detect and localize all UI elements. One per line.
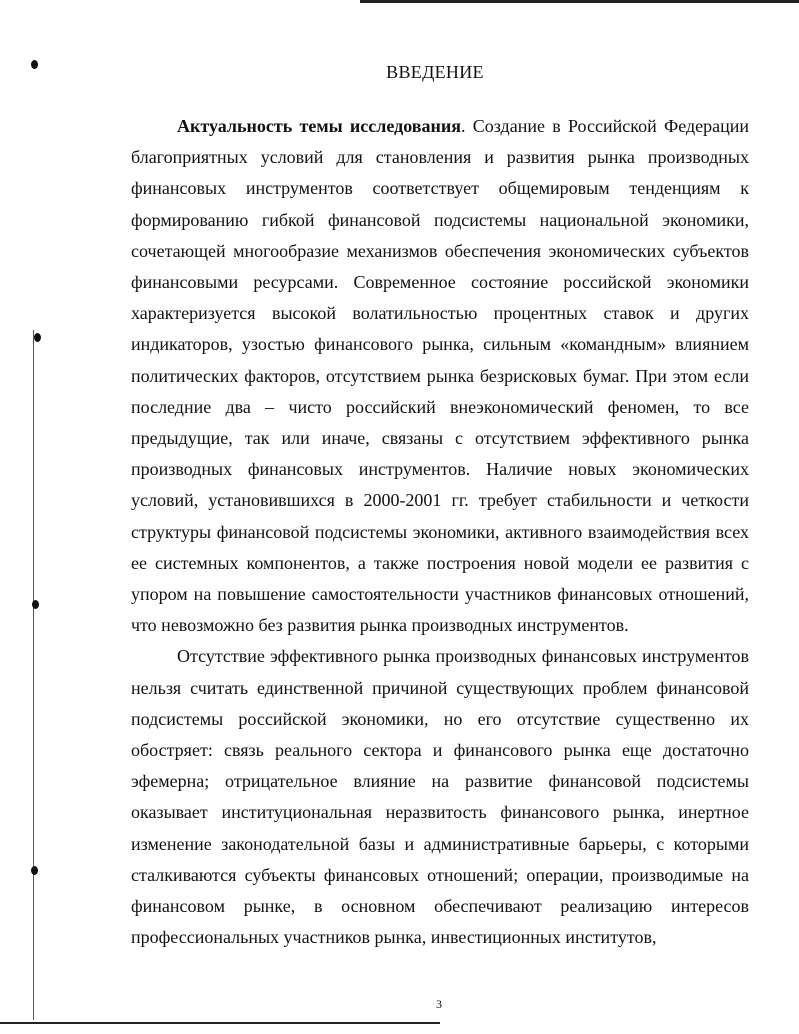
binding-hole-icon (34, 333, 41, 342)
body-text (131, 111, 749, 953)
scan-top-rule (360, 0, 799, 3)
paragraph-1-lead: Актуальность темы исследования (177, 116, 461, 136)
page-number: 3 (436, 997, 442, 1011)
binding-hole-icon (31, 866, 38, 875)
paragraph-1 (131, 111, 749, 641)
paragraph-1-text: . Создание в Российской Федерации благоприятных условий для становления и развития рынка производных финансовых инструментов соответствует общемировым тенденциям к формированию гибкой финансовой подсистемы национальной экономики, сочетающей многообразие механизмов обеспечения экономических субъектов финансовыми ресурсами. Современное состояние российской экономики характеризуется высокой волатильностью процентных ставок и других индикаторов, узостью финансового рынка, сильным «командным» влиянием политических факторов, отсутствием рынка безрисковых бумаг. При этом если последние два – чисто российский внеэкономический феномен, то все предыдущие, так или иначе, связаны с отсутствием эффективного рынка производных финансовых инструментов. Наличие новых экономических условий, установившихся в 2000-2001 гг. требует стабильности и четкости структуры финансовой подсистемы экономики, активного взаимодействия всех ее системных компонентов, а также построения новой модели ее развития с упором на повышение самостоятельности участников финансовых отношений, что невозможно без развития рынка производных инструментов. (131, 116, 749, 636)
paragraph-2: Отсутствие эффективного рынка производных финансовых инструментов нельзя считать единственной причиной существующих проблем финансовой подсистемы российской экономики, но его отсутствие существенно их обостряет: связь реального сектора и финансового рынка еще достаточно эфемерна; отрицательное влияние на развитие финансовой подсистемы оказывает институциональная неразвитость финансового рынка, инертное изменение законодательной базы и административные барьеры, с которыми сталкиваются субъекты финансовых отношений; операции, производимые на финансовом рынке, в основном обеспечивают реализацию интересов профессиональных участников рынка, инвестиционных институтов, (131, 646, 749, 948)
scan-margin-line (33, 330, 34, 1020)
page-title: ВВЕДЕНИЕ (386, 62, 484, 82)
binding-hole-icon (32, 600, 39, 609)
scan-bottom-rule (0, 1022, 440, 1024)
